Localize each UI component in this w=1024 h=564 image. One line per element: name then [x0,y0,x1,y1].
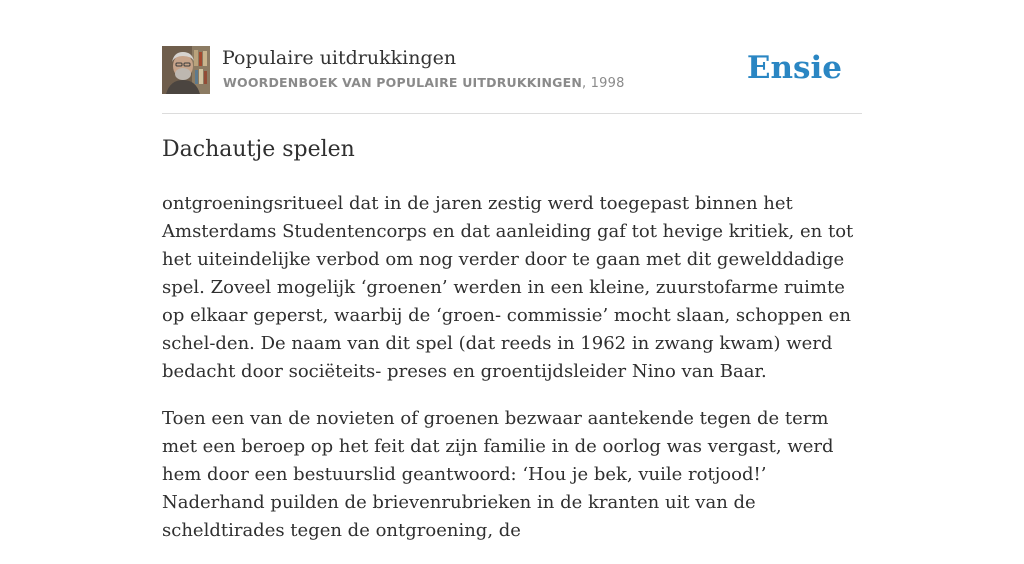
avatar-portrait-icon [162,46,210,94]
source-name: WOORDENBOEK VAN POPULAIRE UITDRUKKINGEN [223,75,583,90]
author-avatar[interactable] [162,46,210,94]
entry-title: Dachautje spelen [162,137,355,162]
source-year: , 1998 [582,76,625,91]
source-subtitle [223,75,625,91]
ensie-logo[interactable]: Ensie [746,50,842,86]
source-title[interactable]: Populaire uitdrukkingen [222,47,457,69]
entry-paragraph: Toen een van de novieten of groenen bezwaar aantekende tegen de term met een beroep op het feit dat zijn familie in de oorlog was vergast, werd hem door een bestuurslid geantwoord: ‘Hou je bek, vuile rotjood!’ Naderhand puilden de brievenrubrieken in de kranten uit van de scheldtirades tegen de ontgroening, de [162,408,834,541]
header-divider [162,113,862,114]
source-header [162,46,862,96]
entry-paragraph: ontgroeningsritueel dat in de jaren zestig werd toegepast binnen het Amsterdams Studentencorps en dat aanleiding gaf tot hevige kritiek, en tot het uiteindelijke verbod om nog verder door te gaan met dit gewelddadige spel. Zoveel mogelijk ‘groenen’ werden in een kleine, zuurstofarme ruimte op elkaar geperst, waarbij de ‘groen- commissie’ mocht slaan, schoppen en schel-den. De naam van dit spel (dat reeds in 1962 in zwang kwam) werd bedacht door sociëteits- preses en groentijdsleider Nino van Baar. [162,193,854,382]
entry-body [162,190,868,564]
